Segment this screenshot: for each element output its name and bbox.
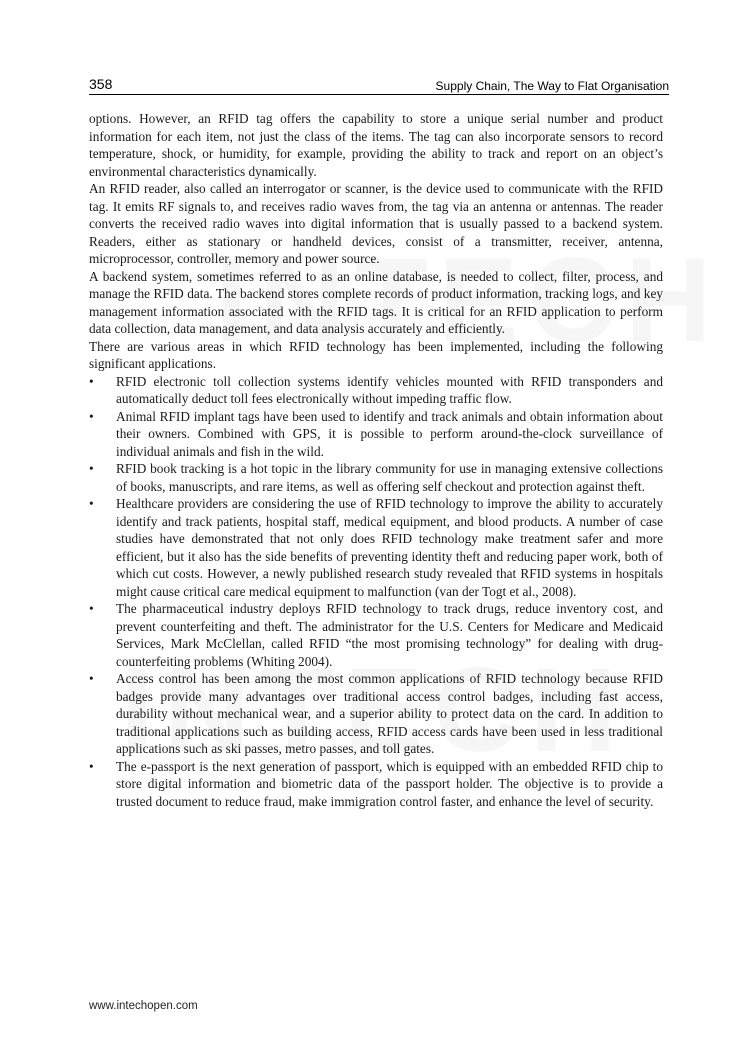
list-item bbox=[89, 670, 663, 758]
list-item bbox=[89, 495, 663, 600]
footer-url[interactable]: www.intechopen.com bbox=[89, 1000, 198, 1012]
bullet-icon: • bbox=[89, 601, 94, 616]
list-item-text: Animal RFID implant tags have been used to identify and track animals and obtain information about their owners. Combined with GPS, it is possible to perform around-the-clock surveillance of individual animals and fish in the wild. bbox=[116, 408, 663, 459]
paragraph-rfid-reader: An RFID reader, also called an interrogator or scanner, is the device used to communicate with the RFID tag. It emits RF signals to, and receives radio waves from, the tag via an antenna or antennas. The reader converts the received radio waves into digital information that is usually passed to a backend system. Readers, either as stationary or handheld devices, consist of a transmitter, receiver, antenna, microprocessor, controller, memory and power source. bbox=[89, 181, 663, 266]
page-number: 358 bbox=[89, 76, 113, 92]
bullet-icon: • bbox=[89, 758, 94, 774]
list-item bbox=[89, 758, 663, 811]
body-text bbox=[89, 110, 663, 810]
list-item bbox=[89, 460, 663, 495]
list-item bbox=[89, 600, 663, 670]
applications-list bbox=[89, 373, 663, 811]
paragraph-applications-intro: There are various areas in which RFID technology has been implemented, including the following significant applications. bbox=[89, 338, 663, 371]
list-item bbox=[89, 373, 663, 408]
running-title: Supply Chain, The Way to Flat Organisation bbox=[435, 79, 669, 93]
paragraph-tag-capabilities: options. However, an RFID tag offers the capability to store a unique serial number and product information for each item, not just the class of the items. The tag can also incorporate sensors to record temperature, shock, or humidity, for example, providing the ability to track and report on an object’s environmental characteristics dynamically. bbox=[89, 111, 663, 179]
paragraph-backend-system: A backend system, sometimes referred to as an online database, is needed to collect, filter, process, and manage the RFID data. The backend stores complete records of product information, tracking logs, and key management information associated with the RFID tags. It is critical for an RFID application to perform data collection, data management, and data analysis accurately and efficiently. bbox=[89, 268, 663, 336]
bullet-icon: • bbox=[89, 373, 94, 389]
list-item-text: RFID electronic toll collection systems identify vehicles mounted with RFID transponders and automatically deduct toll fees electronically without impeding traffic flow. bbox=[116, 373, 663, 406]
list-item-text: The e-passport is the next generation of passport, which is equipped with an embedded RFID chip to store digital information and biometric data of the passport holder. The objective is to provide a trusted document to reduce fraud, make immigration control faster, and enhance the level of security. bbox=[116, 758, 663, 809]
bullet-icon: • bbox=[89, 408, 94, 424]
page-header bbox=[89, 78, 669, 95]
bullet-icon: • bbox=[89, 461, 94, 476]
list-item-text: RFID book tracking is a hot topic in the library community for use in managing extensive collections of books, manuscripts, and rare items, as well as offering self checkout and protection against theft. bbox=[116, 461, 663, 494]
bullet-icon: • bbox=[89, 496, 94, 511]
list-item-text: Access control has been among the most common applications of RFID technology because RFID badges provide many advantages over traditional access control badges, including fast access, durability without mechanical wear, and a superior ability to protect data on the card. In addition to traditional applications such as building access, RFID access cards have been used in less traditional applications such as ski passes, metro passes, and toll gates. bbox=[116, 671, 663, 756]
list-item-text: The pharmaceutical industry deploys RFID technology to track drugs, reduce inventory cost, and prevent counterfeiting and theft. The administrator for the U.S. Centers for Medicare and Medicaid Services, Mark McClellan, called RFID “the most promising technology” for dealing with drug-counterfeiting problems (Whiting 2004). bbox=[116, 601, 663, 669]
list-item-text: Healthcare providers are considering the use of RFID technology to improve the ability to accurately identify and track patients, hospital staff, medical equipment, and blood products. A number of case studies have demonstrated that not only does RFID technology make treatment safer and more efficient, but it also has the side benefits of preventing identity theft and reducing paper work, both of which cut costs. However, a newly published research study revealed that RFID systems in hospitals might cause critical care medical equipment to malfunction (van der Togt et al., 2008). bbox=[116, 496, 663, 599]
bullet-icon: • bbox=[89, 671, 94, 686]
list-item bbox=[89, 408, 663, 461]
